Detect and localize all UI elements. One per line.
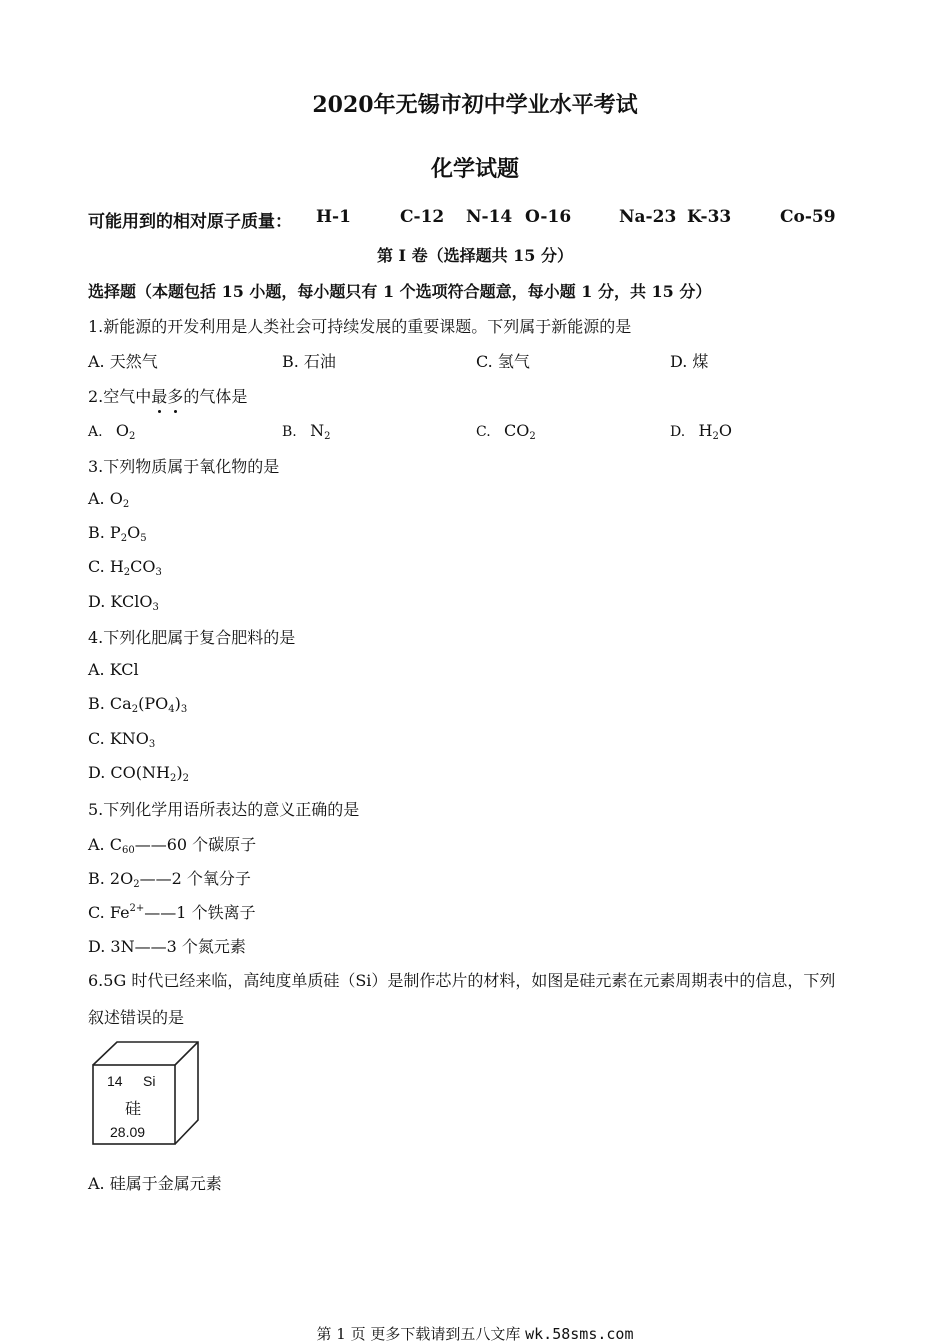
option-text: A. C	[88, 835, 122, 854]
question-1-option-b: B. 石油	[282, 352, 336, 371]
option-label: C.	[476, 424, 491, 440]
exam-title: 2020年无锡市初中学业水平考试	[312, 92, 638, 118]
formula-text: CO	[504, 421, 530, 440]
subscript: 2	[712, 431, 719, 442]
question-4-option-d	[88, 763, 189, 784]
question-5-option-c	[88, 900, 256, 923]
option-text: C. H	[88, 557, 124, 576]
question-1-option-d: D. 煤	[670, 352, 709, 371]
option-label: B.	[282, 424, 297, 440]
option-text: C. Fe	[88, 903, 130, 922]
subscript: 2	[129, 431, 136, 442]
superscript: 2+	[129, 903, 145, 914]
formula-text: O	[718, 421, 732, 440]
question-3-stem: 3.下列物质属于氧化物的是	[88, 457, 280, 476]
option-text: (PO	[138, 694, 169, 713]
question-3-option-c	[88, 557, 162, 578]
question-4-option-c	[88, 729, 155, 750]
atomic-mass-c: C-12	[400, 207, 445, 227]
option-text: D. KClO	[88, 592, 153, 611]
question-6-option-a: A. 硅属于金属元素	[88, 1174, 222, 1193]
subscript: 5	[140, 533, 147, 544]
question-4-stem: 4.下列化肥属于复合肥料的是	[88, 628, 296, 647]
footer-site-link[interactable]: wk.58sms.com	[525, 1325, 634, 1343]
subscript: 2	[529, 431, 536, 442]
subscript: 2	[131, 704, 139, 715]
option-text: ——1 个铁离子	[144, 903, 256, 922]
question-1-option-a: A. 天然气	[88, 352, 158, 371]
option-text: CO	[130, 557, 156, 576]
question-1-stem: 1.新能源的开发利用是人类社会可持续发展的重要课题。下列属于新能源的是	[88, 317, 632, 336]
question-2-emphasis-1: 最	[151, 384, 167, 407]
option-text: ——60 个碳原子	[134, 835, 257, 854]
formula-text: N	[310, 421, 325, 440]
question-5-stem: 5.下列化学用语所表达的意义正确的是	[88, 800, 360, 819]
question-2-stem	[88, 384, 247, 407]
atomic-number: 14	[107, 1073, 123, 1089]
question-6-stem-line-1: 6.5G 时代已经来临，高纯度单质硅（Si）是制作芯片的材料，如图是硅元素在元素周期表中的信息，下列	[88, 971, 836, 990]
atomic-mass-k: K-33	[687, 207, 732, 227]
section-instructions: 选择题（本题包括 15 小题，每小题只有 1 个选项符合题意，每小题 1 分，共 15 分）	[88, 282, 712, 301]
subscript: 4	[168, 704, 175, 715]
question-4-option-b	[88, 694, 187, 715]
option-text: O	[127, 523, 141, 542]
option-text: C. KNO	[88, 729, 149, 748]
question-5-option-b	[88, 866, 251, 890]
question-3-option-b	[88, 523, 147, 544]
atomic-mass-label: 可能用到的相对原子质量：	[88, 212, 292, 232]
card-corner-edge	[175, 1042, 198, 1065]
atomic-mass: 28.09	[110, 1124, 146, 1140]
section-heading: 第 I 卷（选择题共 15 分）	[376, 246, 574, 265]
atomic-mass-na: Na-23	[619, 207, 677, 227]
option-label: A.	[88, 424, 103, 440]
question-2-option-b	[282, 421, 330, 442]
page-footer	[0, 1323, 950, 1344]
element-symbol: Si	[143, 1073, 156, 1089]
option-text: A. O	[88, 489, 123, 508]
subscript: 2	[133, 879, 140, 890]
atomic-mass-n: N-14	[466, 207, 513, 227]
subscript: 2	[120, 533, 128, 544]
question-2-option-a	[88, 421, 135, 442]
question-1-option-c: C. 氢气	[476, 352, 530, 371]
option-text: B. 2O	[88, 869, 134, 888]
subscript: 2	[122, 499, 130, 510]
footer-page-text: 第 1 页 更多下载请到五八文库	[316, 1325, 521, 1343]
subscript: 3	[155, 567, 162, 578]
option-text: B. P	[88, 523, 121, 542]
question-5-option-d: D. 3N——3 个氮元素	[88, 937, 246, 956]
subscript: 3	[152, 602, 159, 613]
option-text: D. CO(NH	[88, 763, 170, 782]
question-2-option-c	[476, 421, 536, 442]
subscript: 2	[182, 773, 189, 784]
silicon-element-card	[90, 1040, 202, 1148]
question-3-option-a	[88, 489, 129, 510]
exam-subtitle: 化学试题	[430, 156, 519, 182]
question-2-emphasis-2: 多	[167, 384, 183, 407]
subscript: 3	[148, 739, 156, 750]
subscript: 60	[121, 845, 135, 856]
formula-text: H	[698, 421, 713, 440]
option-text: B. Ca	[88, 694, 132, 713]
question-2-stem-post: 的气体是	[183, 387, 248, 406]
question-3-option-d	[88, 592, 159, 613]
element-name: 硅	[125, 1099, 142, 1118]
subscript: 2	[169, 773, 177, 784]
subscript: 2	[123, 567, 131, 578]
option-text: )	[174, 694, 181, 713]
formula-text: O	[115, 421, 130, 440]
atomic-mass-o: O-16	[525, 207, 572, 227]
atomic-mass-co: Co-59	[780, 207, 836, 227]
subscript: 2	[324, 431, 331, 442]
subscript: 3	[180, 704, 188, 715]
option-label: D.	[670, 424, 686, 440]
question-4-option-a: A. KCl	[88, 660, 139, 679]
question-5-option-a	[88, 832, 256, 856]
atomic-mass-h: H-1	[316, 207, 351, 227]
option-text: ——2 个氧分子	[139, 869, 251, 888]
option-text: )	[176, 763, 183, 782]
question-6-stem-line-2: 叙述错误的是	[88, 1008, 185, 1027]
question-2-option-d	[670, 421, 732, 442]
question-2-stem-pre: 2.空气中	[88, 387, 152, 406]
